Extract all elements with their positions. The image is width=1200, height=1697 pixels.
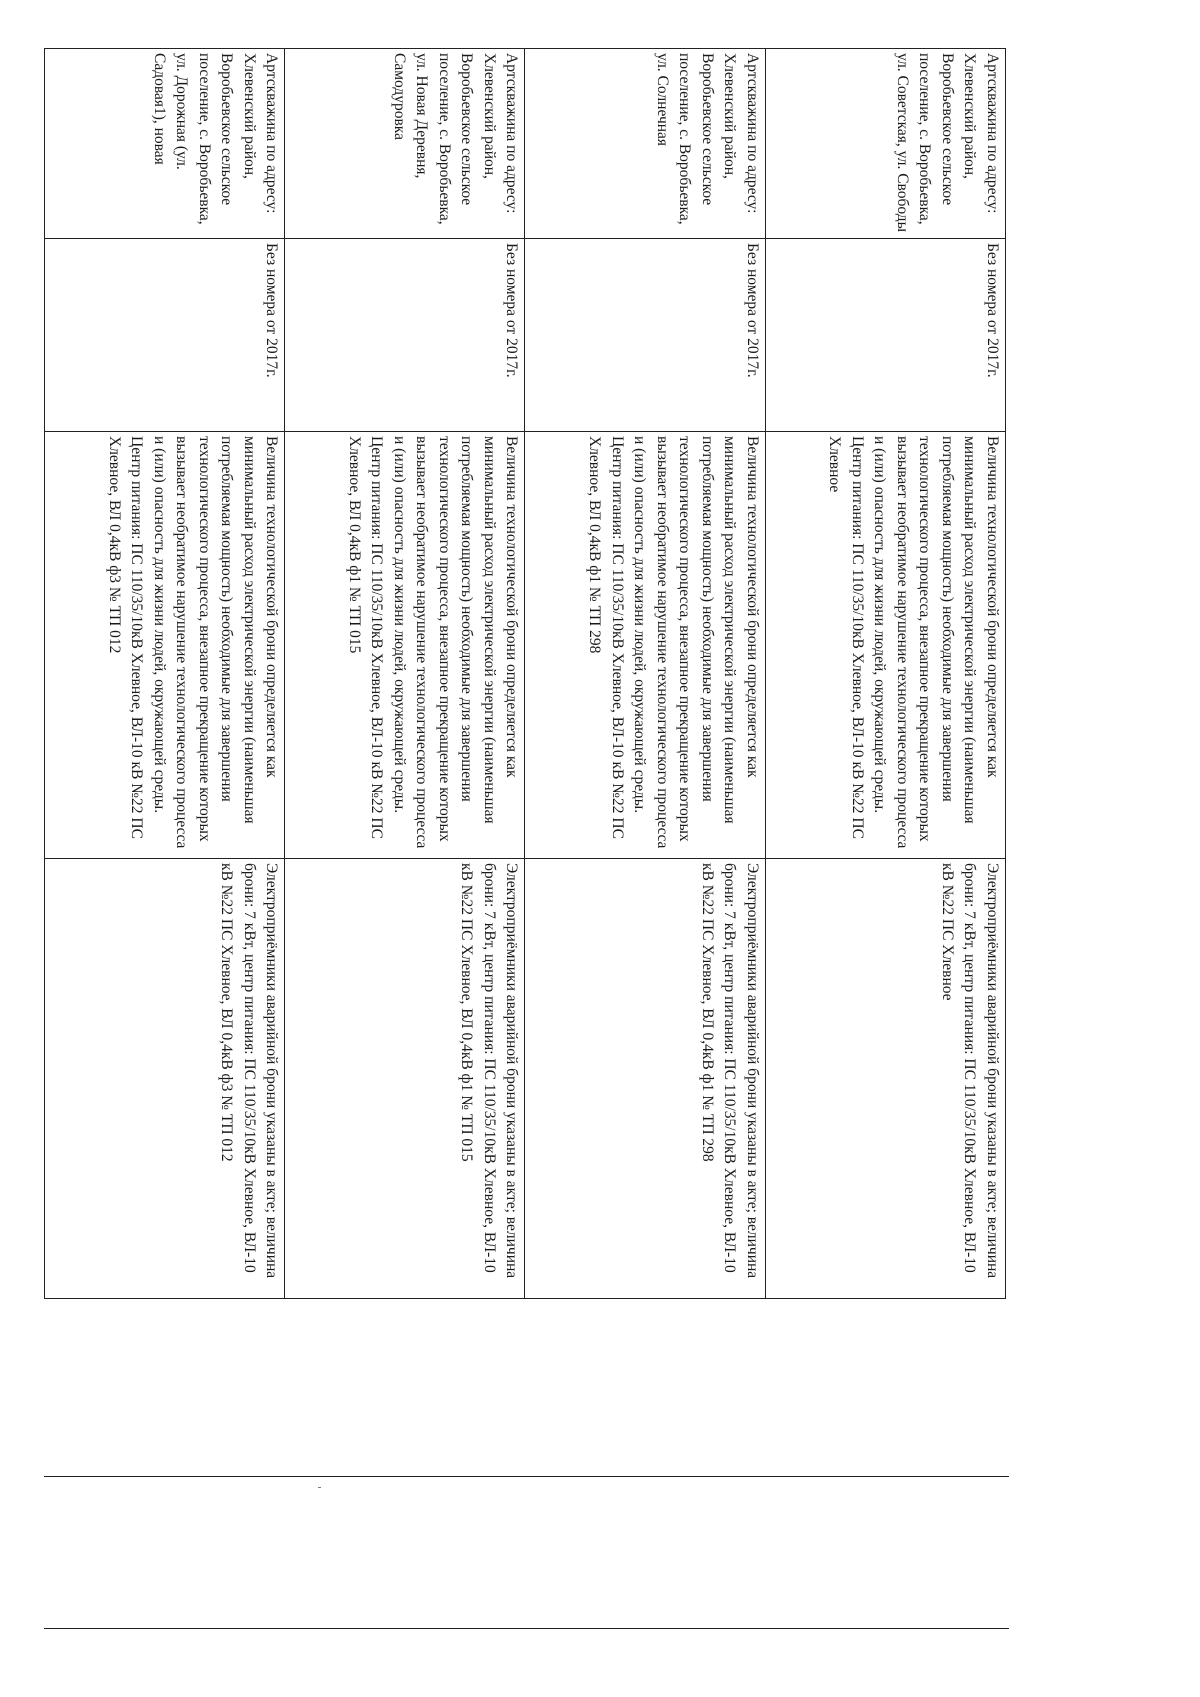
act-cell: Без номера от 2017г. — [45, 239, 285, 432]
act-cell: Без номера от 2017г. — [525, 239, 765, 432]
table-row — [285, 49, 525, 1299]
emergency-reserve-cell: Электроприёмники аварийной брони указаны в акте; величина брони: 7 кВт, центр питания: ПС 110/35/10кВ Хлевное, ВЛ-10 кВ №22 ПС Хлевное — [765, 859, 1005, 1299]
act-cell: Без номера от 2017г. — [765, 239, 1005, 432]
tech-reserve-cell: Величина технологической брони определяется как минимальный расход электрической энергии (наименьшая потребляемая мощность) необходимые для завершения технологического процесса, внезапное прекращение которых вызывает необратимое нарушение технологического процесса и (или) опасность для жизни людей, окружающей среды. Центр питания: ПС 110/35/10кВ Хлевное, ВЛ-10 кВ №22 ПС Хлевное, ВЛ 0,4кВ ф1 № ТП 015 — [285, 432, 525, 859]
divider-line — [44, 1476, 1009, 1477]
emergency-reserve-cell: Электроприёмники аварийной брони указаны в акте; величина брони: 7 кВт, центр питания: ПС 110/35/10кВ Хлевное, ВЛ-10 кВ №22 ПС Хлевное, ВЛ 0,4кВ ф1 № ТП 298 — [525, 859, 765, 1299]
address-cell: Артскважина по адресу: Хлевенский район, Воробьевское сельское поселение, с. Воробьевка, ул. Солнечная — [525, 49, 765, 239]
emergency-reserve-cell: Электроприёмники аварийной брони указаны в акте; величина брони: 7 кВт, центр питания: ПС 110/35/10кВ Хлевное, ВЛ-10 кВ №22 ПС Хлевное, ВЛ 0,4кВ ф1 № ТП 015 — [285, 859, 525, 1299]
table-row — [765, 49, 1005, 1299]
table-row — [525, 49, 765, 1299]
reserve-table — [44, 48, 1006, 1299]
scan-dot — [318, 1487, 321, 1488]
divider-line — [44, 1628, 1009, 1629]
reserve-table-rotated — [44, 48, 1006, 1298]
address-cell: Артскважина по адресу: Хлевенский район, Воробьевское сельское поселение, с. Воробьевка, ул. Новая Деревня, Самодуровка — [285, 49, 525, 239]
address-cell: Артскважина по адресу: Хлевенский район, Воробьевское сельское поселение, с. Воробьевка, ул. Советская, ул. Свободы — [765, 49, 1005, 239]
emergency-reserve-cell: Электроприёмники аварийной брони указаны в акте; величина брони: 7 кВт, центр питания: ПС 110/35/10кВ Хлевное, ВЛ-10 кВ №22 ПС Хлевное, ВЛ 0,4кВ ф3 № ТП 012 — [45, 859, 285, 1299]
address-cell: Артскважина по адресу: Хлевенский район, Воробьевское сельское поселение, с. Воробьевка, ул. Дорожная (ул. Садовая1), новая — [45, 49, 285, 239]
table-row — [45, 49, 285, 1299]
act-cell: Без номера от 2017г. — [285, 239, 525, 432]
tech-reserve-cell: Величина технологической брони определяется как минимальный расход электрической энергии (наименьшая потребляемая мощность) необходимые для завершения технологического процесса, внезапное прекращение которых вызывает необратимое нарушение технологического процесса и (или) опасность для жизни людей, окружающей среды. Центр питания: ПС 110/35/10кВ Хлевное, ВЛ-10 кВ №22 ПС Хлевное, ВЛ 0,4кВ ф3 № ТП 012 — [45, 432, 285, 859]
tech-reserve-cell: Величина технологической брони определяется как минимальный расход электрической энергии (наименьшая потребляемая мощность) необходимые для завершения технологического процесса, внезапное прекращение которых вызывает необратимое нарушение технологического процесса и (или) опасность для жизни людей, окружающей среды. Центр питания: ПС 110/35/10кВ Хлевное, ВЛ-10 кВ №22 ПС Хлевное, ВЛ 0,4кВ ф1 № ТП 298 — [525, 432, 765, 859]
tech-reserve-cell: Величина технологической брони определяется как минимальный расход электрической энергии (наименьшая потребляемая мощность) необходимые для завершения технологического процесса, внезапное прекращение которых вызывает необратимое нарушение технологического процесса и (или) опасность для жизни людей, окружающей среды. Центр питания: ПС 110/35/10кВ Хлевное, ВЛ-10 кВ №22 ПС Хлевное — [765, 432, 1005, 859]
